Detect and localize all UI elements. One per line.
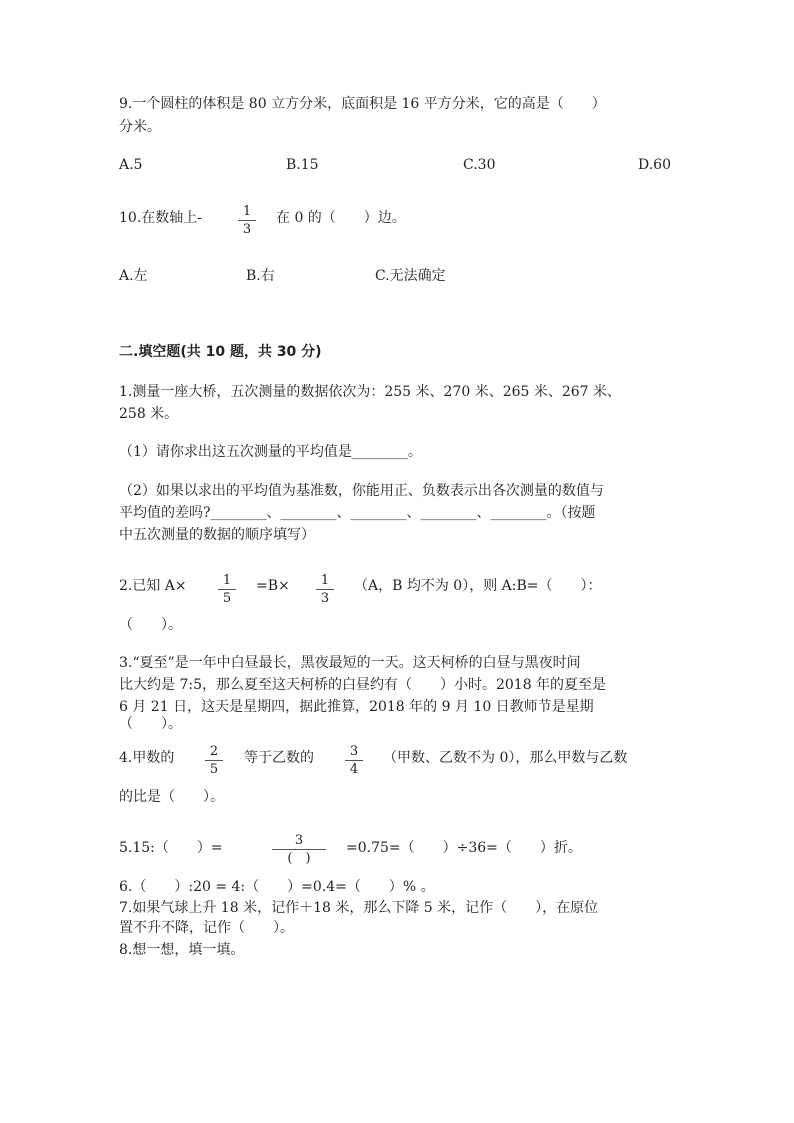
f8-text: 8.想一想，填一填。 bbox=[119, 942, 245, 958]
f4-fraction-1-bar bbox=[205, 760, 223, 761]
f5-fraction-numerator: 3 bbox=[294, 833, 304, 848]
q10-fraction-numerator: 1 bbox=[242, 204, 252, 219]
q10-option-a: A.左 bbox=[119, 268, 148, 284]
q10-fraction bbox=[238, 205, 256, 236]
f4-fraction-2-denominator: 4 bbox=[349, 762, 359, 777]
q10-fraction-bar bbox=[238, 220, 256, 221]
f3-line2: 比大约是 7:5，那么夏至这天柯桥的白昼约有（ ）小时。2018 年的夏至是 bbox=[119, 677, 607, 693]
f4-fraction-1-denominator: 5 bbox=[209, 762, 219, 777]
f2-prefix: 2.已知 A× bbox=[119, 578, 187, 594]
q9-option-c: C.30 bbox=[463, 157, 496, 173]
f2-fraction-2-bar bbox=[316, 589, 334, 590]
q10-option-b: B.右 bbox=[246, 268, 275, 284]
q9-option-d: D.60 bbox=[638, 157, 671, 173]
f2-fraction-2-denominator: 3 bbox=[320, 591, 330, 606]
q10-prefix: 10.在数轴上- bbox=[119, 210, 202, 226]
f4-mid: 等于乙数的 bbox=[244, 750, 314, 766]
f5-fraction bbox=[272, 834, 326, 865]
f2-fraction-1-denominator: 5 bbox=[222, 591, 232, 606]
f2-line2: （ ）。 bbox=[119, 617, 182, 633]
f2-mid: =B× bbox=[256, 578, 290, 594]
f1-sub2-line2: 平均值的差吗?________、________、________、________、________。（按题 bbox=[119, 505, 596, 521]
q9-line1: 9.一个圆柱的体积是 80 立方分米，底面积是 16 平方分米，它的高是（ ） bbox=[119, 96, 606, 112]
f2-suffix: （A，B 均不为 0），则 A:B=（ ）： bbox=[354, 578, 602, 594]
f6-text: 6.（ ）:20 = 4:（ ）=0.4=（ ）% 。 bbox=[119, 879, 435, 895]
f5-fraction-bar bbox=[272, 849, 326, 850]
f4-fraction-2-bar bbox=[345, 760, 363, 761]
f4-line2: 的比是（ ）。 bbox=[119, 789, 224, 805]
section-title: 二.填空题(共 10 题，共 30 分) bbox=[119, 344, 322, 360]
q10-suffix: 在 0 的（ ）边。 bbox=[276, 210, 406, 226]
q9-option-b: B.15 bbox=[286, 157, 319, 173]
q10-fraction-denominator: 3 bbox=[242, 222, 252, 237]
f1-sub2-line1: （2）如果以求出的平均值为基准数，你能用正、负数表示出各次测量的数值与 bbox=[119, 483, 604, 499]
f4-prefix: 4.甲数的 bbox=[119, 750, 175, 766]
f2-fraction-2 bbox=[316, 574, 334, 605]
f4-fraction-2 bbox=[345, 745, 363, 776]
f2-fraction-1-bar bbox=[218, 589, 236, 590]
f4-fraction-2-numerator: 3 bbox=[349, 744, 359, 759]
q9-line2: 分米。 bbox=[119, 119, 161, 135]
f1-line2: 258 米。 bbox=[119, 406, 179, 422]
f7-line2: 置不升不降，记作（ ）。 bbox=[119, 920, 294, 936]
q10-option-c: C.无法确定 bbox=[375, 268, 446, 284]
f2-fraction-1 bbox=[218, 574, 236, 605]
f5-prefix: 5.15:（ ）= bbox=[119, 840, 223, 856]
q9-option-a: A.5 bbox=[119, 157, 143, 173]
f1-sub2-line3: 中五次测量的数据的顺序填写） bbox=[119, 527, 315, 543]
f4-fraction-1-numerator: 2 bbox=[209, 744, 219, 759]
f7-line1: 7.如果气球上升 18 米，记作＋18 米，那么下降 5 米，记作（ ），在原位 bbox=[119, 900, 599, 916]
f4-suffix: （甲数、乙数不为 0），那么甲数与乙数 bbox=[383, 750, 628, 766]
f5-suffix: =0.75=（ ）÷36=（ ）折。 bbox=[346, 840, 582, 856]
f1-line1: 1.测量一座大桥，五次测量的数据依次为：255 米、270 米、265 米、267 米、 bbox=[119, 384, 622, 400]
f1-sub1: （1）请你求出这五次测量的平均值是________。 bbox=[119, 444, 422, 460]
f4-fraction-1 bbox=[205, 745, 223, 776]
f2-fraction-2-numerator: 1 bbox=[320, 573, 330, 588]
f3-line1: 3.“夏至”是一年中白昼最长，黑夜最短的一天。这天柯桥的白昼与黑夜时间 bbox=[119, 655, 581, 671]
f3-line4: （ ）。 bbox=[119, 716, 182, 732]
f5-fraction-denominator: ( ) bbox=[287, 851, 311, 866]
f2-fraction-1-numerator: 1 bbox=[222, 573, 232, 588]
f3-line3: 6 月 21 日，这天是星期四，据此推算，2018 年的 9 月 10 日教师节是星期 bbox=[119, 699, 594, 715]
